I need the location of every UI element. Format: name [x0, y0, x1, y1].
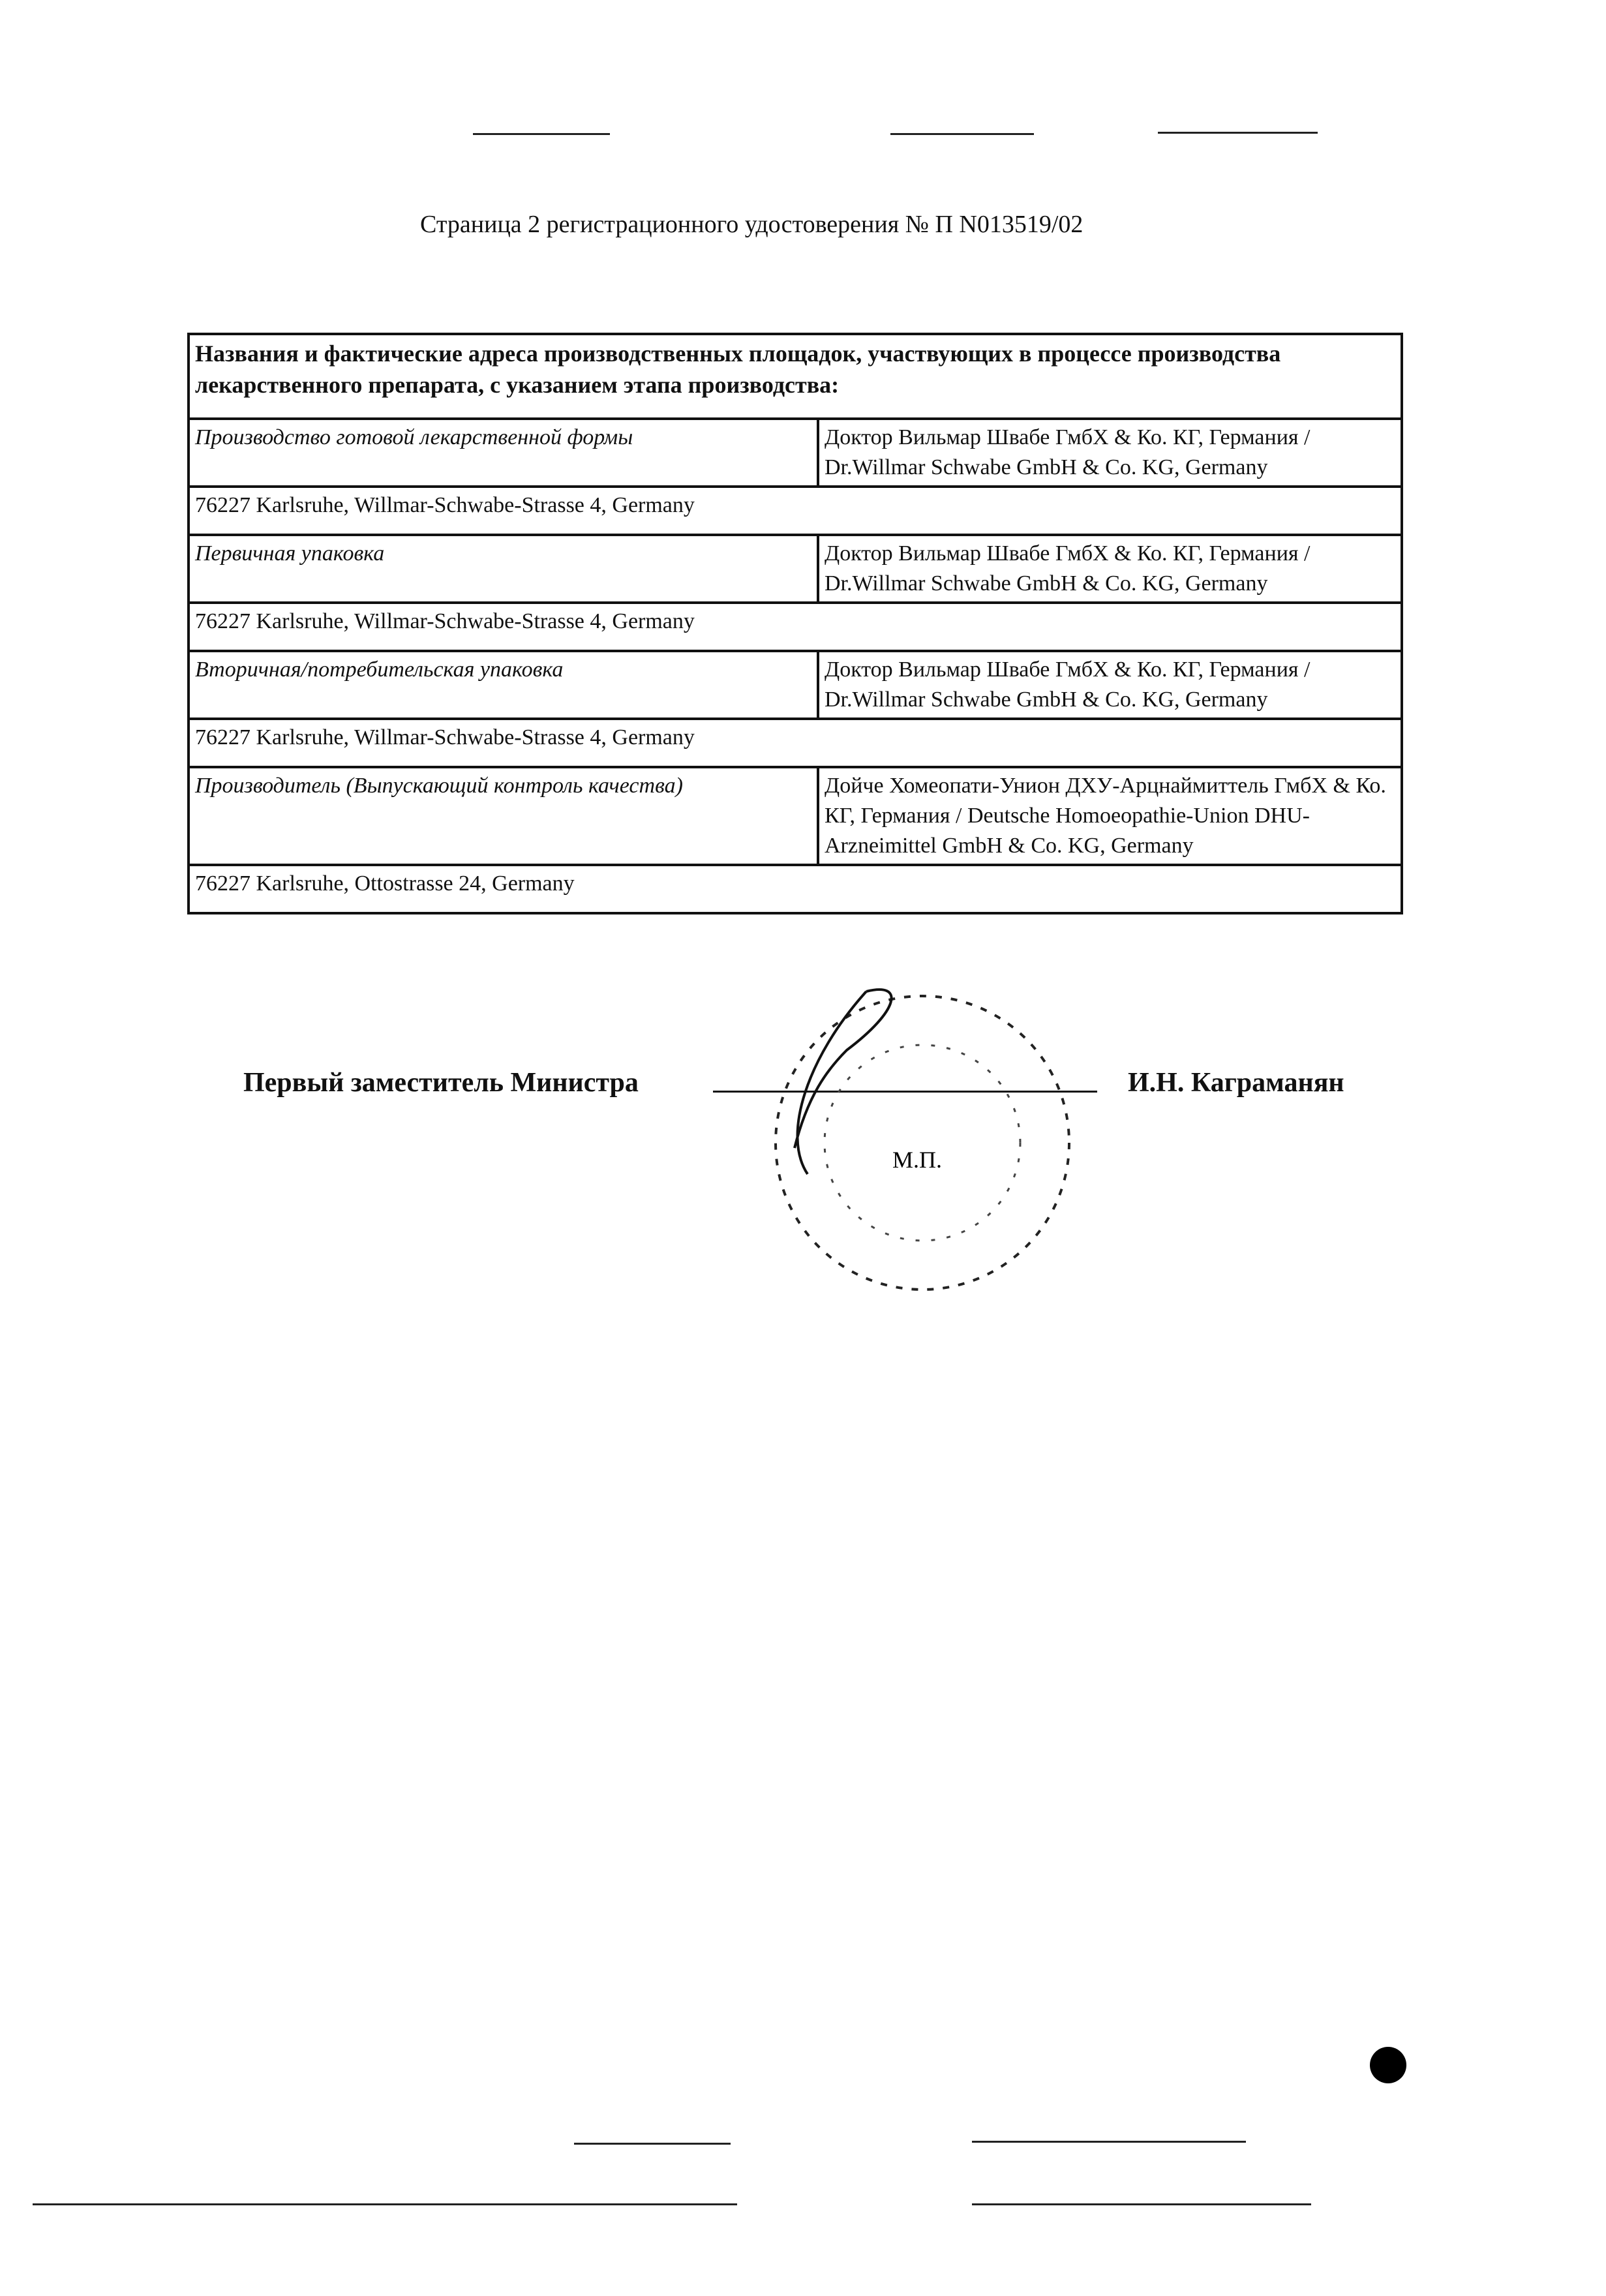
- company-cell: Доктор Вильмар Швабе ГмбХ & Ко. КГ, Германия / Dr.Willmar Schwabe GmbH & Co. KG, Germany: [818, 419, 1402, 487]
- signer-name: И.Н. Каграманян: [1128, 1068, 1344, 1098]
- scan-artifact-line: [33, 2203, 737, 2205]
- stage-cell: Производитель (Выпускающий контроль качества): [189, 767, 818, 865]
- scan-artifact-line: [972, 2141, 1246, 2143]
- signer-title: Первый заместитель Министра: [243, 1068, 639, 1098]
- stamp-mark: М.П.: [892, 1147, 943, 1173]
- company-cell: Дойче Хомеопати-Унион ДХУ-Арцнаймиттель ГмбХ & Ко. КГ, Германия / Deutsche Homoeopathie-Union DHU-Arzneimittel GmbH & Co. KG, Germany: [818, 767, 1402, 865]
- address-cell: 76227 Karlsruhe, Ottostrasse 24, Germany: [189, 865, 1402, 913]
- scan-artifact-line: [1158, 132, 1318, 134]
- production-sites-table: [187, 333, 1403, 914]
- scan-artifact-line: [574, 2143, 731, 2145]
- stage-cell: Производство готовой лекарственной формы: [189, 419, 818, 487]
- address-cell: 76227 Karlsruhe, Willmar-Schwabe-Strasse 4, Germany: [189, 603, 1402, 651]
- scan-artifact-dot: [1370, 2047, 1406, 2083]
- address-cell: 76227 Karlsruhe, Willmar-Schwabe-Strasse 4, Germany: [189, 719, 1402, 767]
- stage-cell: Вторичная/потребительская упаковка: [189, 651, 818, 719]
- address-cell: 76227 Karlsruhe, Willmar-Schwabe-Strasse 4, Germany: [189, 487, 1402, 535]
- table-row: [189, 419, 1402, 487]
- company-cell: Доктор Вильмар Швабе ГмбХ & Ко. КГ, Германия / Dr.Willmar Schwabe GmbH & Co. KG, Germany: [818, 535, 1402, 603]
- company-cell: Доктор Вильмар Швабе ГмбХ & Ко. КГ, Германия / Dr.Willmar Schwabe GmbH & Co. KG, Germany: [818, 651, 1402, 719]
- table-heading: Названия и фактические адреса производственных площадок, участвующих в процессе производства лекарственного препарата, с указанием этапа производства:: [189, 334, 1402, 419]
- scan-artifact-line: [890, 133, 1034, 135]
- table-row: [189, 651, 1402, 719]
- scan-artifact-line: [473, 133, 610, 135]
- page-title: Страница 2 регистрационного удостоверения № П N013519/02: [420, 211, 1083, 238]
- table-row: [189, 535, 1402, 603]
- handwritten-signature: [795, 989, 892, 1174]
- table-row: [189, 767, 1402, 865]
- stage-cell: Первичная упаковка: [189, 535, 818, 603]
- official-stamp: [768, 978, 1082, 1305]
- scan-artifact-line: [972, 2203, 1311, 2205]
